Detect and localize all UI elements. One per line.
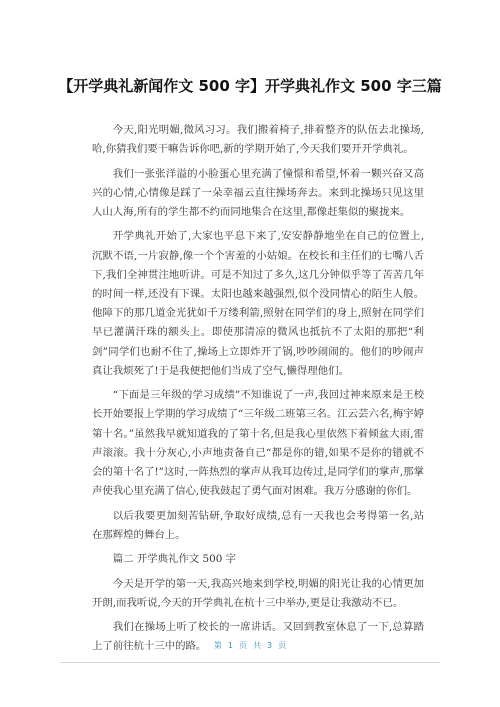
- paragraph-5: 以后我要更加刻苦钻研,争取好成绩,总有一天我也会考得第一名,站在那辉煌的舞台上。: [92, 509, 424, 541]
- total-pages: 3: [267, 641, 273, 650]
- paragraph-3: 开学典礼开始了,大家也平息下来了,安安静静地坐在自己的位置上,沉默不语,一片寂静,像一个个害羞的小姑娘。在校长和主任们的七嘴八舌下,我们全神贯注地听讲。可是不知过了多久,这几分钟似乎等了苦苦几年的时间一样,还没有下课。太阳也越来越强烈,似个没同情心的陌生人般。他障下的那几道金光犹如千万缕利箭,照射在同学们的身上,照射在同学们早已灌满汗珠的额头上。即使那清凉的微风也抵抗不了太阳的那把“利剑”同学们也耐不住了,操场上立即炸开了锅,吵吵闹闹的。他们的吵闹声真让我烦死了!于是我便把他们当成了空气,懒得理他们。: [92, 230, 424, 377]
- paragraph-6: 今天是开学的第一天,我高兴地来到学校,明媚的阳光让我的心情更加开朗,而我听说,今天的开学典礼在杭十三中举办,更是让我激动不已。: [92, 577, 424, 609]
- footer-divider: [60, 662, 440, 663]
- page-number: 1: [227, 641, 233, 650]
- total-suffix: 页: [278, 641, 287, 650]
- total-prefix: 共: [253, 641, 261, 650]
- page-prefix: 第: [213, 641, 222, 650]
- paragraph-1: 今天,阳光明媚,微风习习。我们搬着椅子,排着整齐的队伍去北操场,哈,你猜我们要干嘛告诉你吧,新的学期开始了,今天我们要开开学典礼。: [92, 124, 424, 156]
- document-title: 【开学典礼新闻作文 500 字】开学典礼作文 500 字三篇: [58, 77, 442, 95]
- section-heading: 篇二 开学典礼作文 500 字: [112, 553, 237, 566]
- paragraph-2: 我们一张张洋溢的小脸蛋心里充满了憧憬和希望,怀着一颗兴奋又高兴的心情,心情像是踩了一朵幸福云直往操场奔去。来到北操场只见这里人山人海,所有的学生都不约而同地集合在这里,都像赶集似的聚拢来。: [92, 167, 424, 218]
- document-body: [92, 121, 424, 662]
- paragraph-4: “下面是三年级的学习成绩”不知谁说了一声,我回过神来原来是王校长开始要报上学期的学习成绩了“三年级二班第三名。江云芸六名,梅宇婷第十名。”虽然我早就知道我的了第十名,但是我心里依然下着倾盆大雨,雷声滚滚。我十分灰心,小声地责备自己“都是你的错,如果不是你的错就不会的第十名了!”这时,一阵热烈的掌声从我耳边传过,是同学们的掌声,那掌声使我心里充满了信心,使我鼓起了勇气面对困难。我万分感谢的你们。: [92, 389, 424, 498]
- page-mid: 页: [239, 641, 247, 650]
- paragraph-7: 我们在操场上听了校长的一席讲话。又回到教室休息了一下,总算踏上了前往杭十三中的路。: [92, 621, 424, 653]
- page-footer: [0, 640, 500, 651]
